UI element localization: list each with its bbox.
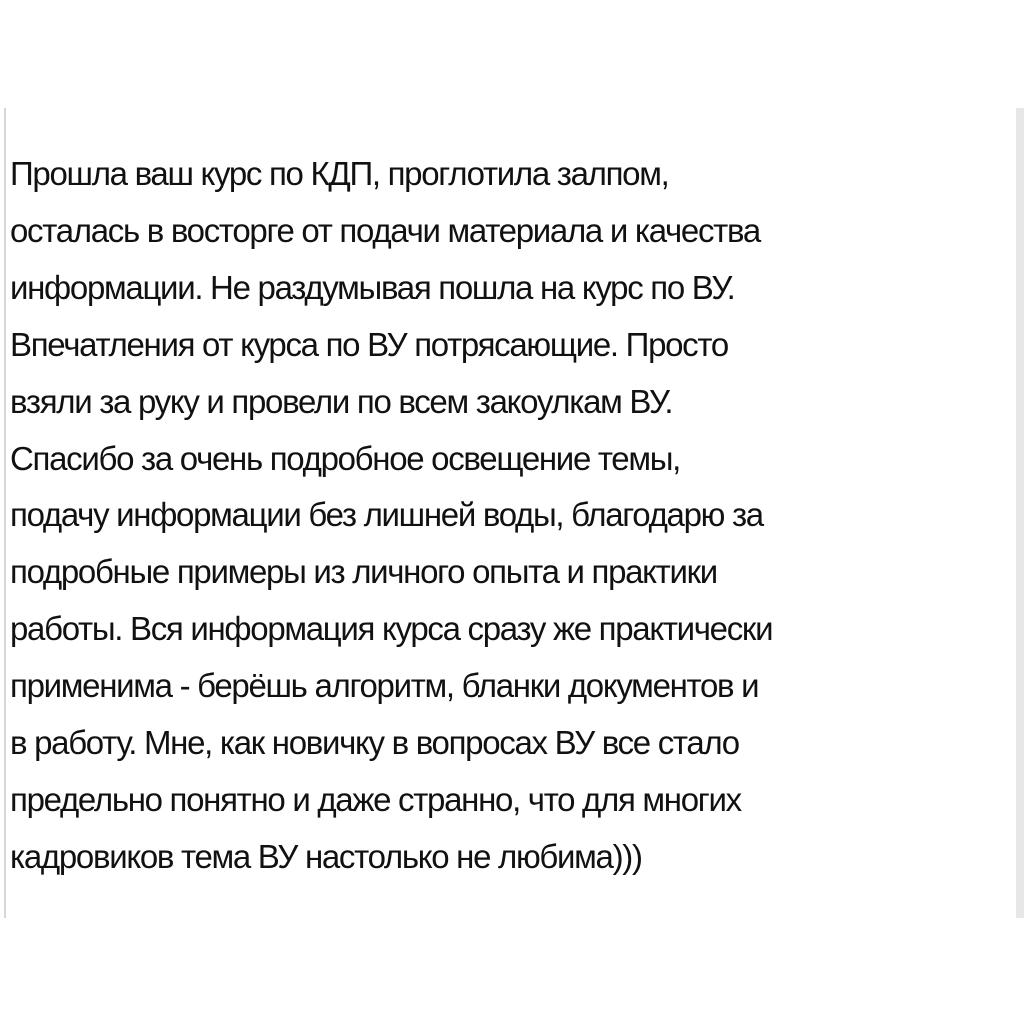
left-border-line xyxy=(4,108,6,918)
right-scrollbar-edge xyxy=(1016,108,1024,918)
review-text: Прошла ваш курс по КДП, проглотила залпом, осталась в восторге от подачи материала и качества информации. Не раздумывая пошла на курс по ВУ. Впечатления от курса по ВУ потрясающие. Просто взяли за руку и провели по всем закоулкам ВУ. Спасибо за очень подробное освещение темы, подачу информации без лишней воды, благодарю за подробные примеры из личного опыта и практики работы. Вся информация курса сразу же практически применима - берёшь алгоритм, бланки документов и в работу. Мне, как новичку в вопросах ВУ все стало предельно понятно и даже странно, что для многих кадровиков тема ВУ настолько не любима))) xyxy=(10,155,773,875)
